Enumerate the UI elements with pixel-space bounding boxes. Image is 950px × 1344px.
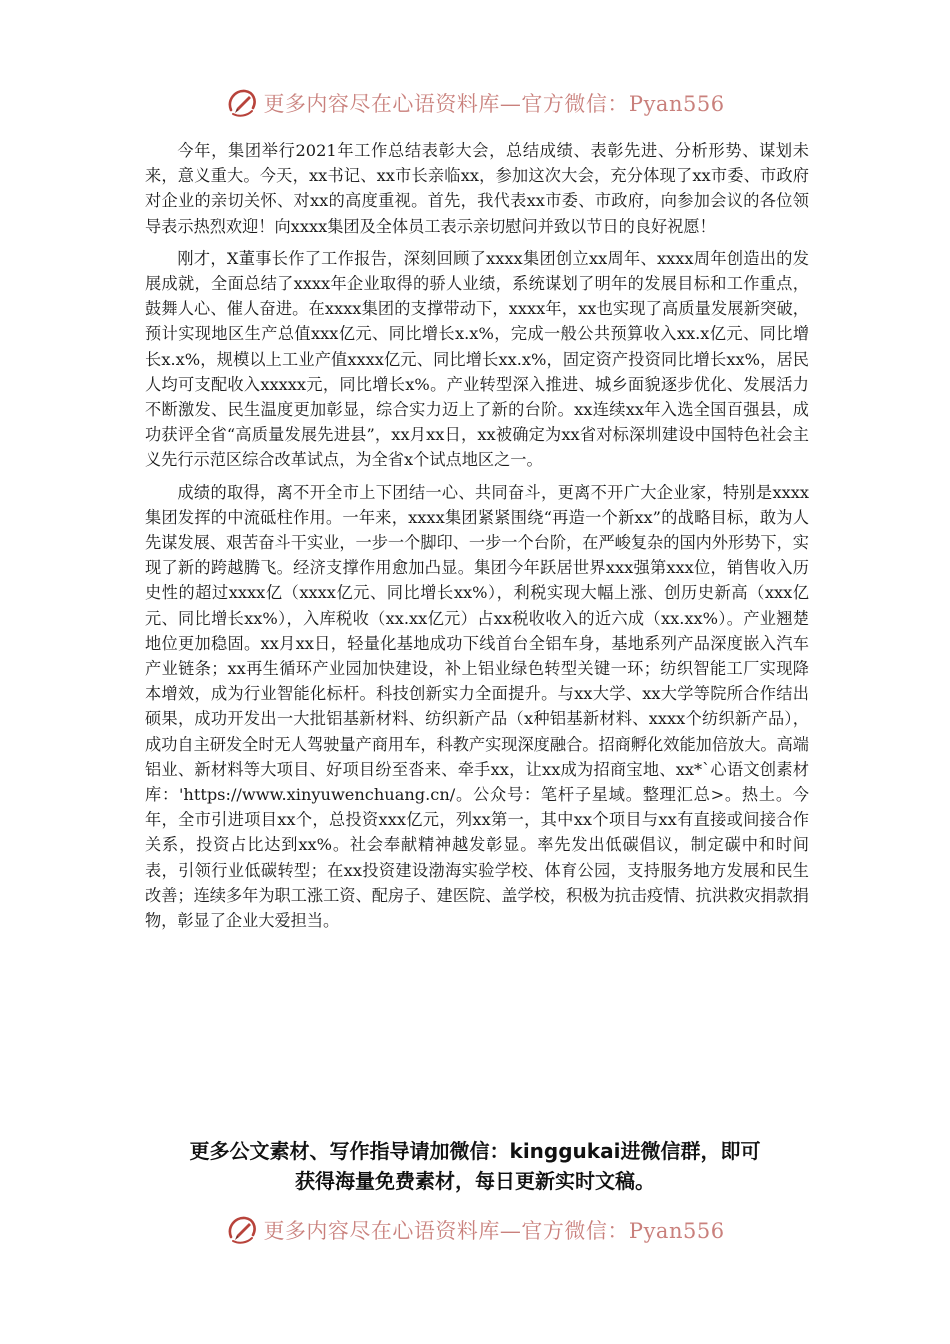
- paragraph-3: 成绩的取得，离不开全市上下团结一心、共同奋斗，更离不开广大企业家，特别是xxxx集团发挥的中流砥柱作用。一年来，xxxx集团紧紧围绕“再造一个新xx”的战略目标，敢为人先谋发展、艰苦奋斗干实业，一步一个脚印、一步一个台阶，在严峻复杂的国内外形势下，实现了新的跨越腾飞。经济支撑作用愈加凸显。集团今年跃居世界xxx强第xxx位，销售收入历史性的超过xxxx亿（xxxx亿元、同比增长xx%），利税实现大幅上涨、创历史新高（xxx亿元、同比增长xx%），入库税收（xx.xx亿元）占xx税收收入的近六成（xx.xx%）。产业翘楚地位更加稳固。xx月xx日，轻量化基地成功下线首台全铝车身，基地系列产品深度嵌入汽车产业链条；xx再生循环产业园加快建设，补上铝业绿色转型关键一环；纺织智能工厂实现降本增效，成为行业智能化标杆。科技创新实力全面提升。与xx大学、xx大学等院所合作结出硕果，成功开发出一大批铝基新材料、纺织新产品（x种铝基新材料、xxxx个纺织新产品），成功自主研发全时无人驾驶量产商用车，科教产实现深度融合。招商孵化效能加倍放大。高端铝业、新材料等大项目、好项目纷至沓来、牵手xx，让xx成为招商宝地、xx*`心语文创素材库：'https://www.xinyuwenchuang.cn/。公众号：笔杆子星域。整理汇总>。热土。今年，全市引进项目xx个，总投资xxx亿元，列xx第一，其中xx个项目与xx有直接或间接合作关系，投资占比达到xx%。社会奉献精神越发彰显。率先发出低碳倡议，制定碳中和时间表，引领行业低碳转型；在xx投资建设渤海实验学校、体育公园，支持服务地方发展和民生改善；连续多年为职工涨工资、配房子、建医院、盖学校，积极为抗击疫情、抗洪救灾捐款捐物，彰显了企业大爱担当。: [145, 482, 809, 931]
- pen-circle-logo-icon: [225, 1213, 259, 1247]
- footer-banner: [0, 1210, 950, 1250]
- document-body: [145, 138, 809, 940]
- footer-note: [120, 1136, 830, 1196]
- paragraph-2: 刚才，X董事长作了工作报告，深刻回顾了xxxx集团创立xx周年、xxxx周年创造出的发展成就，全面总结了xxxx年企业取得的骄人业绩，系统谋划了明年的发展目标和工作重点，鼓舞人心、催人奋进。在xxxx集团的支撑带动下，xxxx年，xx也实现了高质量发展新突破，预计实现地区生产总值xxx亿元、同比增长x.x%，完成一般公共预算收入xx.x亿元、同比增长x.x%，规模以上工业产值xxxx亿元、同比增长xx.x%，固定资产投资同比增长xx%，居民人均可支配收入xxxxx元，同比增长x%。产业转型深入推进、城乡面貌逐步优化、发展活力不断激发、民生温度更加彰显，综合实力迈上了新的台阶。xx连续xx年入选全国百强县，成功获评全省“高质量发展先进县”，xx月xx日，xx被确定为xx省对标深圳建设中国特色社会主义先行示范区综合改革试点，为全省x个试点地区之一。: [145, 248, 809, 470]
- pen-circle-logo-icon: [225, 86, 259, 120]
- footer-note-line-1: 更多公文素材、写作指导请加微信：kinggukai进微信群，即可: [189, 1139, 761, 1163]
- footer-banner-text: 更多内容尽在心语资料库—官方微信：Pyan556: [263, 1219, 725, 1243]
- paragraph-1: 今年，集团举行2021年工作总结表彰大会，总结成绩、表彰先进、分析形势、谋划未来，意义重大。今天，xx书记、xx市长亲临xx，参加这次大会，充分体现了xx市委、市政府对企业的亲切关怀、对xx的高度重视。首先，我代表xx市委、市政府，向参加会议的各位领导表示热烈欢迎！向xxxx集团及全体员工表示亲切慰问并致以节日的良好祝愿！: [145, 141, 809, 236]
- footer-note-line-2: 获得海量免费素材，每日更新实时文稿。: [295, 1169, 655, 1193]
- header-banner: [0, 83, 950, 123]
- header-banner-text: 更多内容尽在心语资料库—官方微信：Pyan556: [263, 92, 725, 116]
